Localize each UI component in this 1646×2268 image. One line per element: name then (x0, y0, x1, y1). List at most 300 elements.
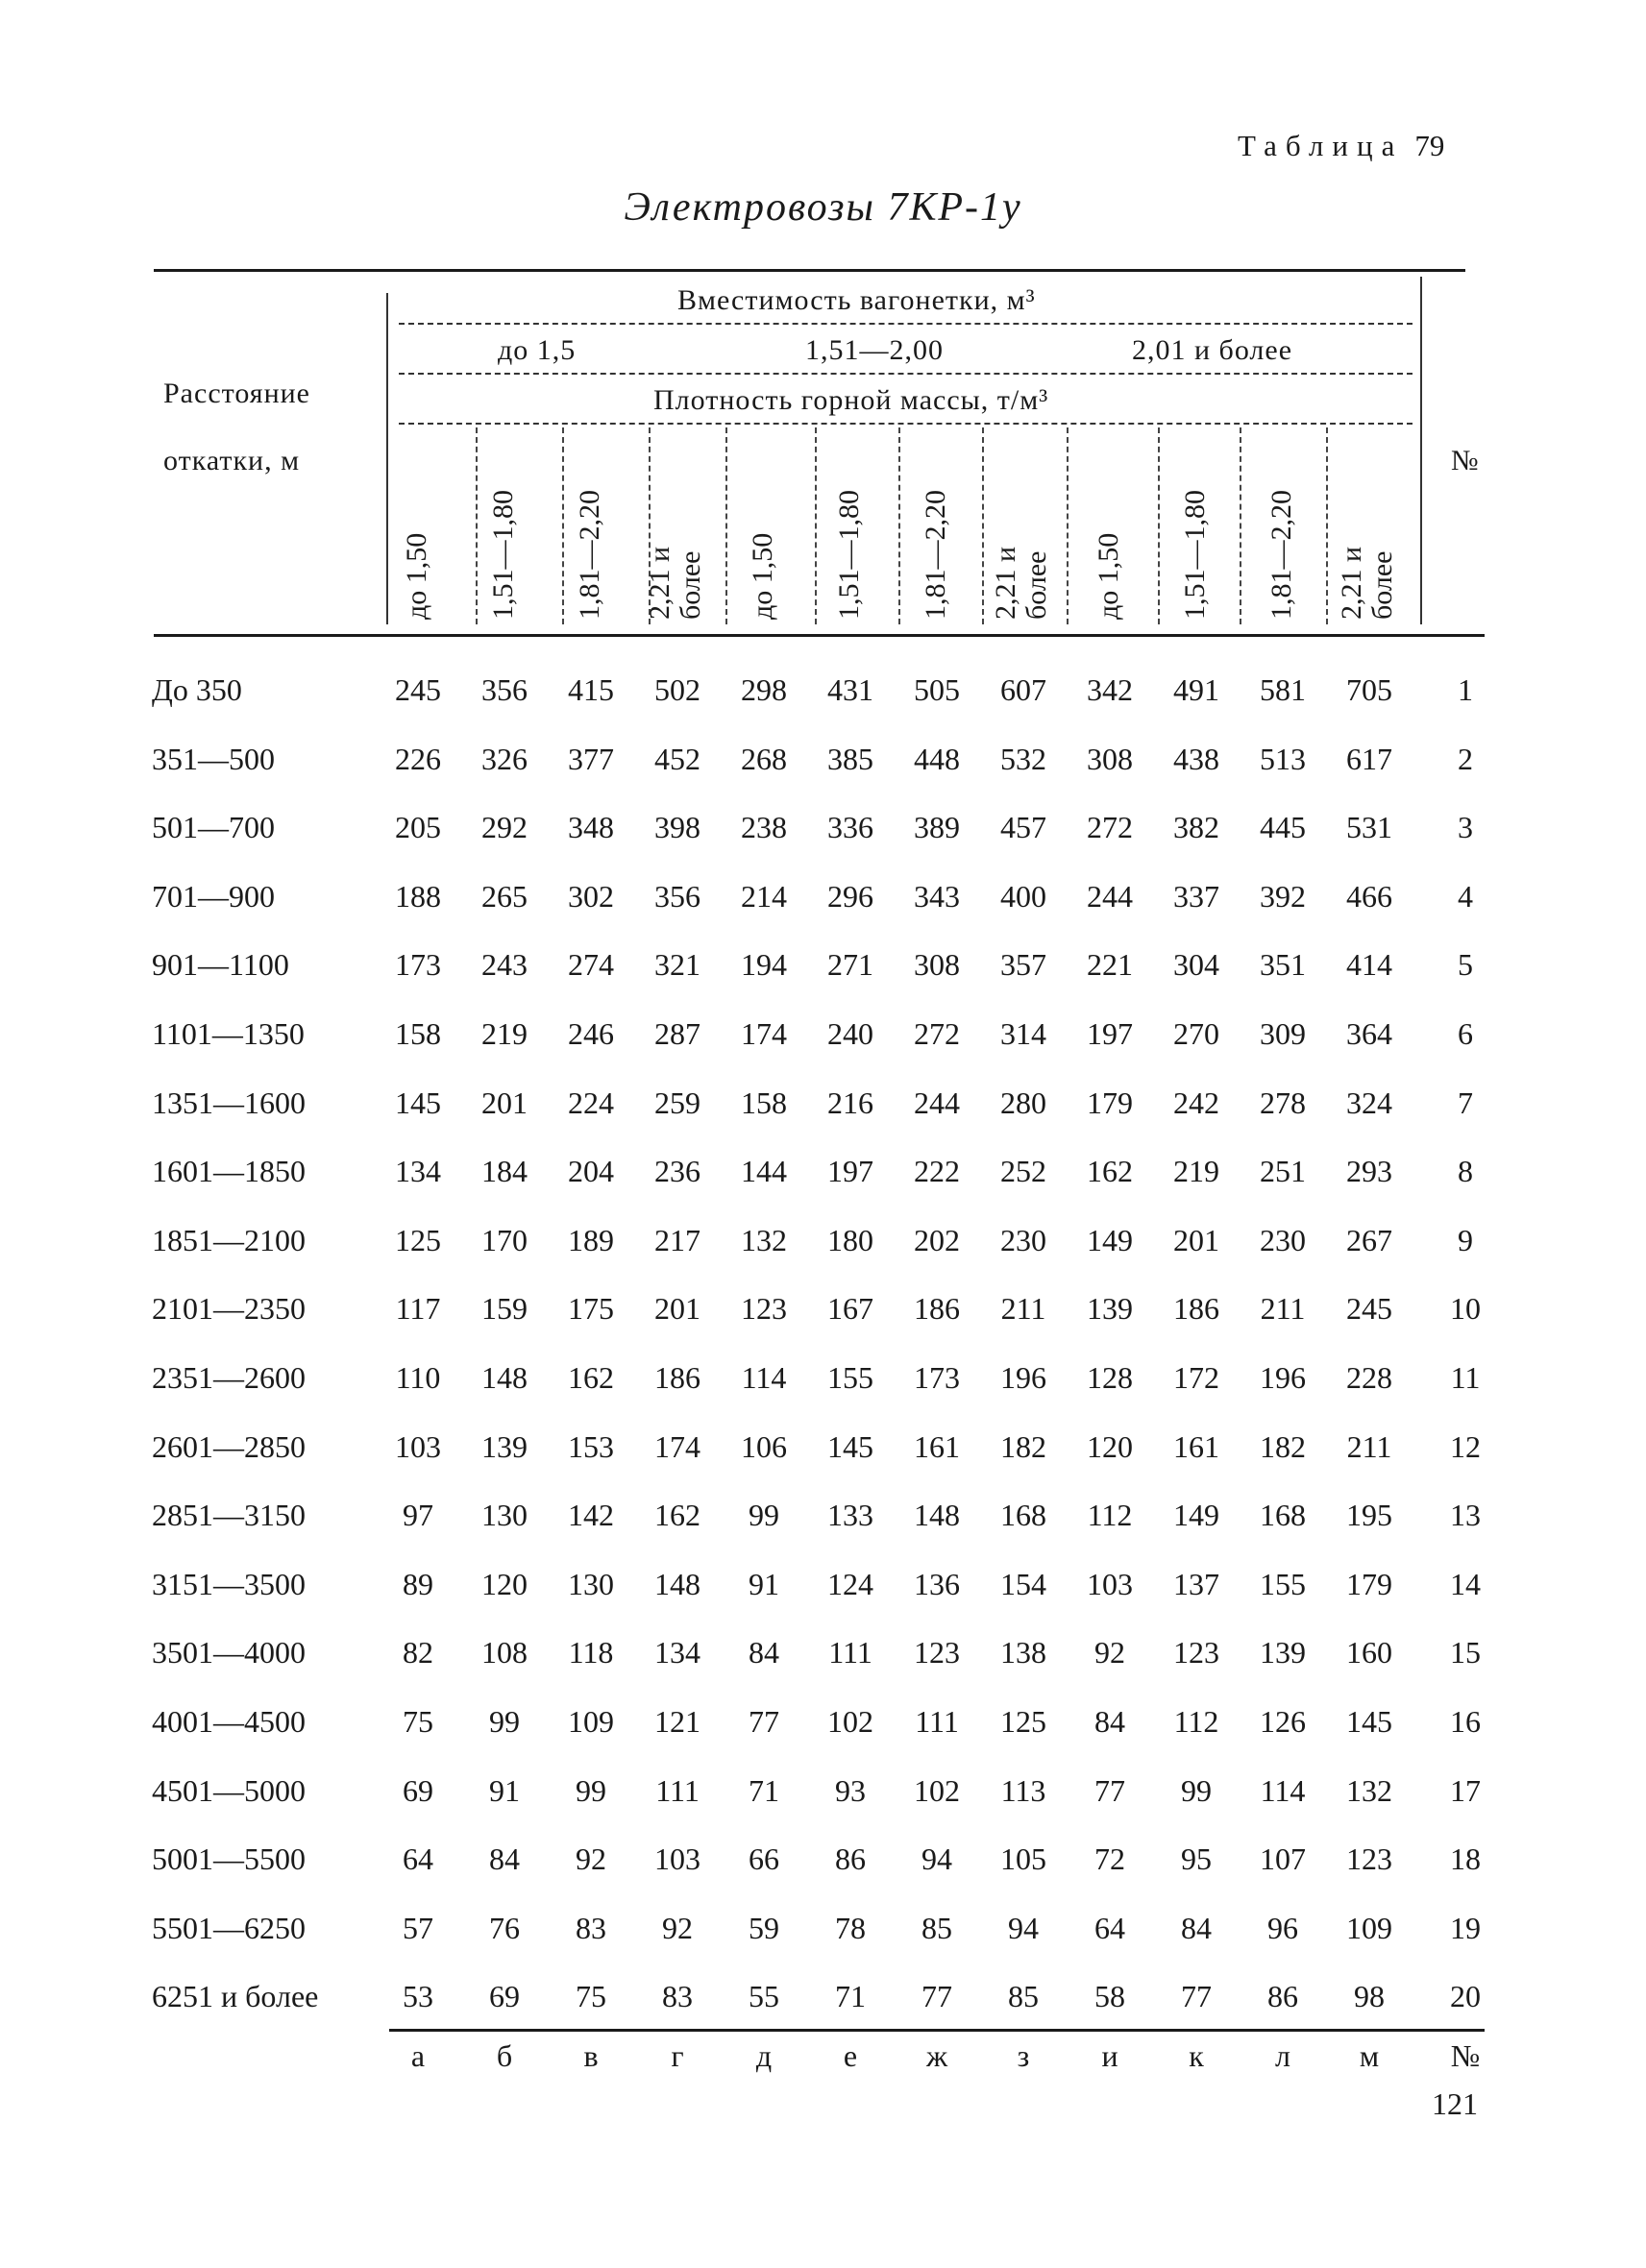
row-number: 12 (1450, 1428, 1481, 1464)
row-number: 13 (1450, 1498, 1481, 1533)
table-cell: 71 (749, 1772, 779, 1808)
table-cell: 364 (1346, 1016, 1392, 1051)
table-cell: 302 (568, 878, 614, 914)
table-cell: 196 (1260, 1360, 1306, 1395)
table-cell: 55 (749, 1979, 779, 2014)
table-cell: 415 (568, 672, 614, 707)
table-cell: 103 (654, 1841, 700, 1877)
row-number: 11 (1450, 1360, 1481, 1395)
table-cell: 139 (1260, 1635, 1306, 1671)
table-cell: 97 (403, 1498, 433, 1533)
table-cell: 267 (1346, 1222, 1392, 1257)
table-cell: 77 (921, 1979, 952, 2014)
table-cell: 389 (914, 810, 960, 845)
table-cell: 78 (835, 1910, 866, 1945)
table-cell: 149 (1087, 1222, 1133, 1257)
table-cell: 217 (654, 1222, 700, 1257)
table-cell: 71 (835, 1979, 866, 2014)
density-col-divider (476, 427, 478, 624)
table-cell: 457 (1000, 810, 1046, 845)
table-cell: 398 (654, 810, 700, 845)
table-cell: 134 (654, 1635, 700, 1671)
table-cell: 149 (1173, 1498, 1219, 1533)
table-cell: 77 (1094, 1772, 1125, 1808)
table-cell: 280 (1000, 1085, 1046, 1120)
density-col-header (402, 447, 434, 620)
table-cell: 179 (1346, 1566, 1392, 1601)
row-label: 901—1100 (152, 947, 289, 983)
group-title-underline (399, 323, 1413, 325)
table-cell: 84 (489, 1841, 520, 1877)
footer-num: № (1450, 2038, 1481, 2073)
table-cell: 174 (654, 1428, 700, 1464)
table-cell: 186 (914, 1291, 960, 1327)
table-cell: 69 (403, 1772, 433, 1808)
density-col-header-line: 2,21 и (1336, 546, 1367, 620)
table-cell: 144 (741, 1154, 787, 1189)
table-cell: 271 (827, 947, 873, 983)
table-cell: 72 (1094, 1841, 1125, 1877)
row-number: 9 (1458, 1222, 1473, 1257)
table-cell: 118 (568, 1635, 614, 1671)
row-number: 4 (1458, 878, 1473, 914)
table-cell: 85 (1008, 1979, 1039, 2014)
table-cell: 321 (654, 947, 700, 983)
table-cell: 238 (741, 810, 787, 845)
table-cell: 308 (1087, 741, 1133, 776)
row-label: 3501—4000 (152, 1635, 306, 1671)
table-cell: 109 (1346, 1910, 1392, 1945)
table-cell: 99 (489, 1704, 520, 1739)
row-number: 14 (1450, 1566, 1481, 1601)
table-cell: 120 (481, 1566, 528, 1601)
table-cell: 502 (654, 672, 700, 707)
table-cell: 298 (741, 672, 787, 707)
table-cell: 226 (395, 741, 441, 776)
table-cell: 162 (1087, 1154, 1133, 1189)
table-cell: 337 (1173, 878, 1219, 914)
table-cell: 172 (1173, 1360, 1219, 1395)
density-col-header (488, 447, 521, 620)
density-col-header (1266, 447, 1299, 620)
table-cell: 219 (481, 1016, 528, 1051)
density-col-header-line: 2,21 и (644, 546, 676, 620)
row-header-bottom: откатки, м (163, 445, 301, 476)
row-number: 5 (1458, 947, 1473, 983)
table-cell: 84 (1181, 1910, 1212, 1945)
table-cell: 84 (749, 1635, 779, 1671)
table-cell: 385 (827, 741, 873, 776)
table-cell: 53 (403, 1979, 433, 2014)
table-cell: 308 (914, 947, 960, 983)
table-cell: 219 (1173, 1154, 1219, 1189)
table-cell: 240 (827, 1016, 873, 1051)
density-col-header-line: 1,51—1,80 (1179, 490, 1211, 620)
table-cell: 293 (1346, 1154, 1392, 1189)
table-cell: 155 (1260, 1566, 1306, 1601)
table-cell: 137 (1173, 1566, 1219, 1601)
table-cell: 197 (1087, 1016, 1133, 1051)
table-cell: 211 (1000, 1291, 1046, 1327)
table-cell: 211 (1260, 1291, 1306, 1327)
column-letter: ж (925, 2038, 948, 2073)
table-cell: 513 (1260, 741, 1306, 776)
density-col-header-line: 1,81—2,20 (920, 490, 951, 620)
table-cell: 175 (568, 1291, 614, 1327)
table-cell: 66 (749, 1841, 779, 1877)
density-col-header-line: более (1020, 550, 1052, 620)
capacity-group-1: до 1,5 (498, 334, 577, 366)
row-label: 4501—5000 (152, 1772, 306, 1808)
table-cell: 532 (1000, 741, 1046, 776)
row-label: 2851—3150 (152, 1498, 306, 1533)
row-number: 8 (1458, 1154, 1473, 1189)
row-label: 6251 и более (152, 1979, 319, 2014)
page-title: Электровозы 7КР-1у (624, 185, 1022, 230)
table-cell: 292 (481, 810, 528, 845)
table-cell: 265 (481, 878, 528, 914)
table-cell: 99 (576, 1772, 606, 1808)
table-cell: 86 (1267, 1979, 1298, 2014)
column-letter: в (583, 2038, 599, 2073)
table-cell: 245 (395, 672, 441, 707)
table-cell: 99 (1181, 1772, 1212, 1808)
table-cell: 155 (827, 1360, 873, 1395)
table-cell: 75 (576, 1979, 606, 2014)
top-rule (154, 269, 1465, 272)
density-col-header-line: 1,51—1,80 (487, 490, 519, 620)
table-cell: 111 (655, 1772, 700, 1808)
table-cell: 438 (1173, 741, 1219, 776)
row-label: До 350 (152, 672, 242, 707)
density-col-divider (562, 427, 564, 624)
density-col-header (748, 447, 780, 620)
table-cell: 160 (1346, 1635, 1392, 1671)
density-col-header-line: до 1,50 (1093, 532, 1124, 620)
table-cell: 132 (1346, 1772, 1392, 1808)
table-cell: 83 (576, 1910, 606, 1945)
density-col-header (1337, 447, 1402, 620)
table-cell: 64 (403, 1841, 433, 1877)
table-cell: 161 (1173, 1428, 1219, 1464)
table-cell: 357 (1000, 947, 1046, 983)
table-cell: 287 (654, 1016, 700, 1051)
table-cell: 195 (1346, 1498, 1392, 1533)
table-cell: 136 (914, 1566, 960, 1601)
density-col-header (1093, 447, 1126, 620)
table-cell: 158 (741, 1085, 787, 1120)
table-cell: 244 (914, 1085, 960, 1120)
table-cell: 167 (827, 1291, 873, 1327)
table-number: 79 (1414, 129, 1445, 162)
row-number: 16 (1450, 1704, 1481, 1739)
table-cell: 531 (1346, 810, 1392, 845)
table-cell: 245 (1346, 1291, 1392, 1327)
density-col-header-line: 1,51—1,80 (833, 490, 865, 620)
table-cell: 76 (489, 1910, 520, 1945)
table-cell: 414 (1346, 947, 1392, 983)
table-cell: 133 (827, 1498, 873, 1533)
table-cell: 83 (662, 1979, 693, 2014)
table-cell: 356 (654, 878, 700, 914)
table-cell: 148 (914, 1498, 960, 1533)
table-cell: 117 (395, 1291, 441, 1327)
table-cell: 128 (1087, 1360, 1133, 1395)
density-col-header (1180, 447, 1213, 620)
table-cell: 243 (481, 947, 528, 983)
table-cell: 58 (1094, 1979, 1125, 2014)
row-label: 501—700 (152, 810, 275, 845)
table-cell: 348 (568, 810, 614, 845)
table-cell: 139 (1087, 1291, 1133, 1327)
table-cell: 158 (395, 1016, 441, 1051)
column-letter: к (1189, 2038, 1204, 2073)
table-cell: 93 (835, 1772, 866, 1808)
column-letter: з (1017, 2038, 1030, 2073)
header-right-vline (1420, 277, 1422, 624)
table-cell: 125 (1000, 1704, 1046, 1739)
table-cell: 197 (827, 1154, 873, 1189)
density-col-divider (725, 427, 727, 624)
table-cell: 188 (395, 878, 441, 914)
table-cell: 581 (1260, 672, 1306, 707)
row-label: 701—900 (152, 878, 275, 914)
table-cell: 92 (1094, 1635, 1125, 1671)
table-cell: 168 (1000, 1498, 1046, 1533)
column-letter: а (410, 2038, 426, 2073)
capacity-group-title: Вместимость вагонетки, м³ (677, 284, 1036, 316)
table-cell: 431 (827, 672, 873, 707)
table-cell: 138 (1000, 1635, 1046, 1671)
row-label: 2101—2350 (152, 1291, 306, 1327)
table-cell: 268 (741, 741, 787, 776)
footer-rule (389, 2029, 1485, 2032)
table-cell: 123 (1346, 1841, 1392, 1877)
table-cell: 173 (395, 947, 441, 983)
row-label: 3151—3500 (152, 1566, 306, 1601)
table-cell: 221 (1087, 947, 1133, 983)
table-cell: 179 (1087, 1085, 1133, 1120)
table-cell: 94 (921, 1841, 952, 1877)
row-number: 10 (1450, 1291, 1481, 1327)
table-cell: 278 (1260, 1085, 1306, 1120)
table-cell: 296 (827, 878, 873, 914)
column-letter: б (496, 2038, 513, 2073)
table-cell: 351 (1260, 947, 1306, 983)
table-cell: 326 (481, 741, 528, 776)
table-cell: 182 (1260, 1428, 1306, 1464)
table-cell: 132 (741, 1222, 787, 1257)
table-cell: 82 (403, 1635, 433, 1671)
header-bottom-rule (154, 634, 1485, 637)
table-cell: 314 (1000, 1016, 1046, 1051)
table-cell: 102 (914, 1772, 960, 1808)
table-cell: 201 (481, 1085, 528, 1120)
density-col-divider (815, 427, 817, 624)
table-cell: 466 (1346, 878, 1392, 914)
table-cell: 272 (914, 1016, 960, 1051)
table-cell: 211 (1346, 1428, 1392, 1464)
table-cell: 377 (568, 741, 614, 776)
density-col-header-line: 2,21 и (990, 546, 1021, 620)
table-cell: 252 (1000, 1154, 1046, 1189)
table-cell: 77 (1181, 1979, 1212, 2014)
table-cell: 123 (914, 1635, 960, 1671)
row-label: 4001—4500 (152, 1704, 306, 1739)
table-cell: 356 (481, 672, 528, 707)
table-cell: 85 (921, 1910, 952, 1945)
row-label: 5501—6250 (152, 1910, 306, 1945)
table-cell: 154 (1000, 1566, 1046, 1601)
table-cell: 64 (1094, 1910, 1125, 1945)
column-letter: и (1101, 2038, 1118, 2073)
table-cell: 230 (1000, 1222, 1046, 1257)
table-cell: 59 (749, 1910, 779, 1945)
row-label: 1101—1350 (152, 1016, 305, 1051)
table-cell: 274 (568, 947, 614, 983)
table-label-text: Таблица (1238, 129, 1404, 162)
num-header: № (1451, 445, 1480, 476)
table-cell: 113 (1000, 1772, 1046, 1808)
row-label: 1851—2100 (152, 1222, 306, 1257)
table-cell: 382 (1173, 810, 1219, 845)
table-cell: 448 (914, 741, 960, 776)
table-cell: 130 (568, 1566, 614, 1601)
table-cell: 120 (1087, 1428, 1133, 1464)
table-cell: 145 (827, 1428, 873, 1464)
table-cell: 184 (481, 1154, 528, 1189)
column-letter: е (843, 2038, 858, 2073)
table-cell: 123 (741, 1291, 787, 1327)
table-label (1238, 129, 1444, 163)
table-cell: 174 (741, 1016, 787, 1051)
row-number: 19 (1450, 1910, 1481, 1945)
density-col-header (991, 447, 1056, 620)
table-cell: 162 (568, 1360, 614, 1395)
row-label: 1351—1600 (152, 1085, 306, 1120)
table-cell: 342 (1087, 672, 1133, 707)
table-cell: 491 (1173, 672, 1219, 707)
table-cell: 251 (1260, 1154, 1306, 1189)
table-cell: 134 (395, 1154, 441, 1189)
row-label: 1601—1850 (152, 1154, 306, 1189)
density-col-header-line: 1,81—2,20 (1265, 490, 1297, 620)
table-cell: 186 (654, 1360, 700, 1395)
row-label: 2351—2600 (152, 1360, 306, 1395)
table-cell: 270 (1173, 1016, 1219, 1051)
table-cell: 92 (662, 1910, 693, 1945)
row-header-top: Расстояние (163, 378, 310, 409)
density-col-header (575, 447, 607, 620)
table-cell: 98 (1354, 1979, 1385, 2014)
table-cell: 236 (654, 1154, 700, 1189)
table-cell: 186 (1173, 1291, 1219, 1327)
density-col-divider (1240, 427, 1241, 624)
table-cell: 105 (1000, 1841, 1046, 1877)
row-label: 2601—2850 (152, 1428, 306, 1464)
table-cell: 142 (568, 1498, 614, 1533)
table-cell: 214 (741, 878, 787, 914)
table-cell: 324 (1346, 1085, 1392, 1120)
table-cell: 452 (654, 741, 700, 776)
table-cell: 246 (568, 1016, 614, 1051)
page-number: 121 (1432, 2086, 1478, 2121)
table-cell: 99 (749, 1498, 779, 1533)
table-cell: 304 (1173, 947, 1219, 983)
column-letter: л (1275, 2038, 1290, 2073)
table-cell: 196 (1000, 1360, 1046, 1395)
density-col-header-line: 1,81—2,20 (574, 490, 605, 620)
table-cell: 272 (1087, 810, 1133, 845)
header-left-vline (386, 293, 388, 624)
density-col-header (645, 447, 710, 620)
table-cell: 153 (568, 1428, 614, 1464)
table-cell: 222 (914, 1154, 960, 1189)
capacity-group-2: 1,51—2,00 (805, 334, 944, 366)
table-cell: 159 (481, 1291, 528, 1327)
table-cell: 182 (1000, 1428, 1046, 1464)
table-cell: 194 (741, 947, 787, 983)
table-cell: 205 (395, 810, 441, 845)
row-number: 17 (1450, 1772, 1481, 1808)
table-cell: 607 (1000, 672, 1046, 707)
table-cell: 114 (1260, 1772, 1306, 1808)
table-cell: 95 (1181, 1841, 1212, 1877)
table-cell: 392 (1260, 878, 1306, 914)
density-underline (399, 423, 1413, 425)
table-cell: 224 (568, 1085, 614, 1120)
table-cell: 168 (1260, 1498, 1306, 1533)
column-letter: м (1359, 2038, 1380, 2073)
table-cell: 91 (489, 1772, 520, 1808)
table-cell: 109 (568, 1704, 614, 1739)
row-number: 7 (1458, 1085, 1473, 1120)
table-cell: 139 (481, 1428, 528, 1464)
table-cell: 242 (1173, 1085, 1219, 1120)
table-cell: 110 (395, 1360, 441, 1395)
table-cell: 189 (568, 1222, 614, 1257)
row-number: 15 (1450, 1635, 1481, 1671)
table-cell: 86 (835, 1841, 866, 1877)
table-cell: 180 (827, 1222, 873, 1257)
table-cell: 107 (1260, 1841, 1306, 1877)
table-cell: 124 (827, 1566, 873, 1601)
table-cell: 201 (1173, 1222, 1219, 1257)
row-number: 1 (1458, 672, 1473, 707)
table-cell: 173 (914, 1360, 960, 1395)
table-cell: 170 (481, 1222, 528, 1257)
table-cell: 112 (1087, 1498, 1133, 1533)
table-cell: 123 (1173, 1635, 1219, 1671)
density-col-header-line: более (1366, 550, 1398, 620)
table-cell: 145 (395, 1085, 441, 1120)
table-cell: 617 (1346, 741, 1392, 776)
table-cell: 111 (915, 1704, 959, 1739)
table-cell: 111 (828, 1635, 872, 1671)
table-cell: 91 (749, 1566, 779, 1601)
table-cell: 114 (741, 1360, 787, 1395)
row-label: 5001—5500 (152, 1841, 306, 1877)
column-letter: д (755, 2038, 773, 2073)
table-cell: 201 (654, 1291, 700, 1327)
table-cell: 230 (1260, 1222, 1306, 1257)
row-label: 351—500 (152, 741, 275, 776)
table-cell: 161 (914, 1428, 960, 1464)
groups-underline (399, 373, 1413, 375)
table-cell: 204 (568, 1154, 614, 1189)
density-col-divider (1326, 427, 1328, 624)
row-number: 3 (1458, 810, 1473, 845)
